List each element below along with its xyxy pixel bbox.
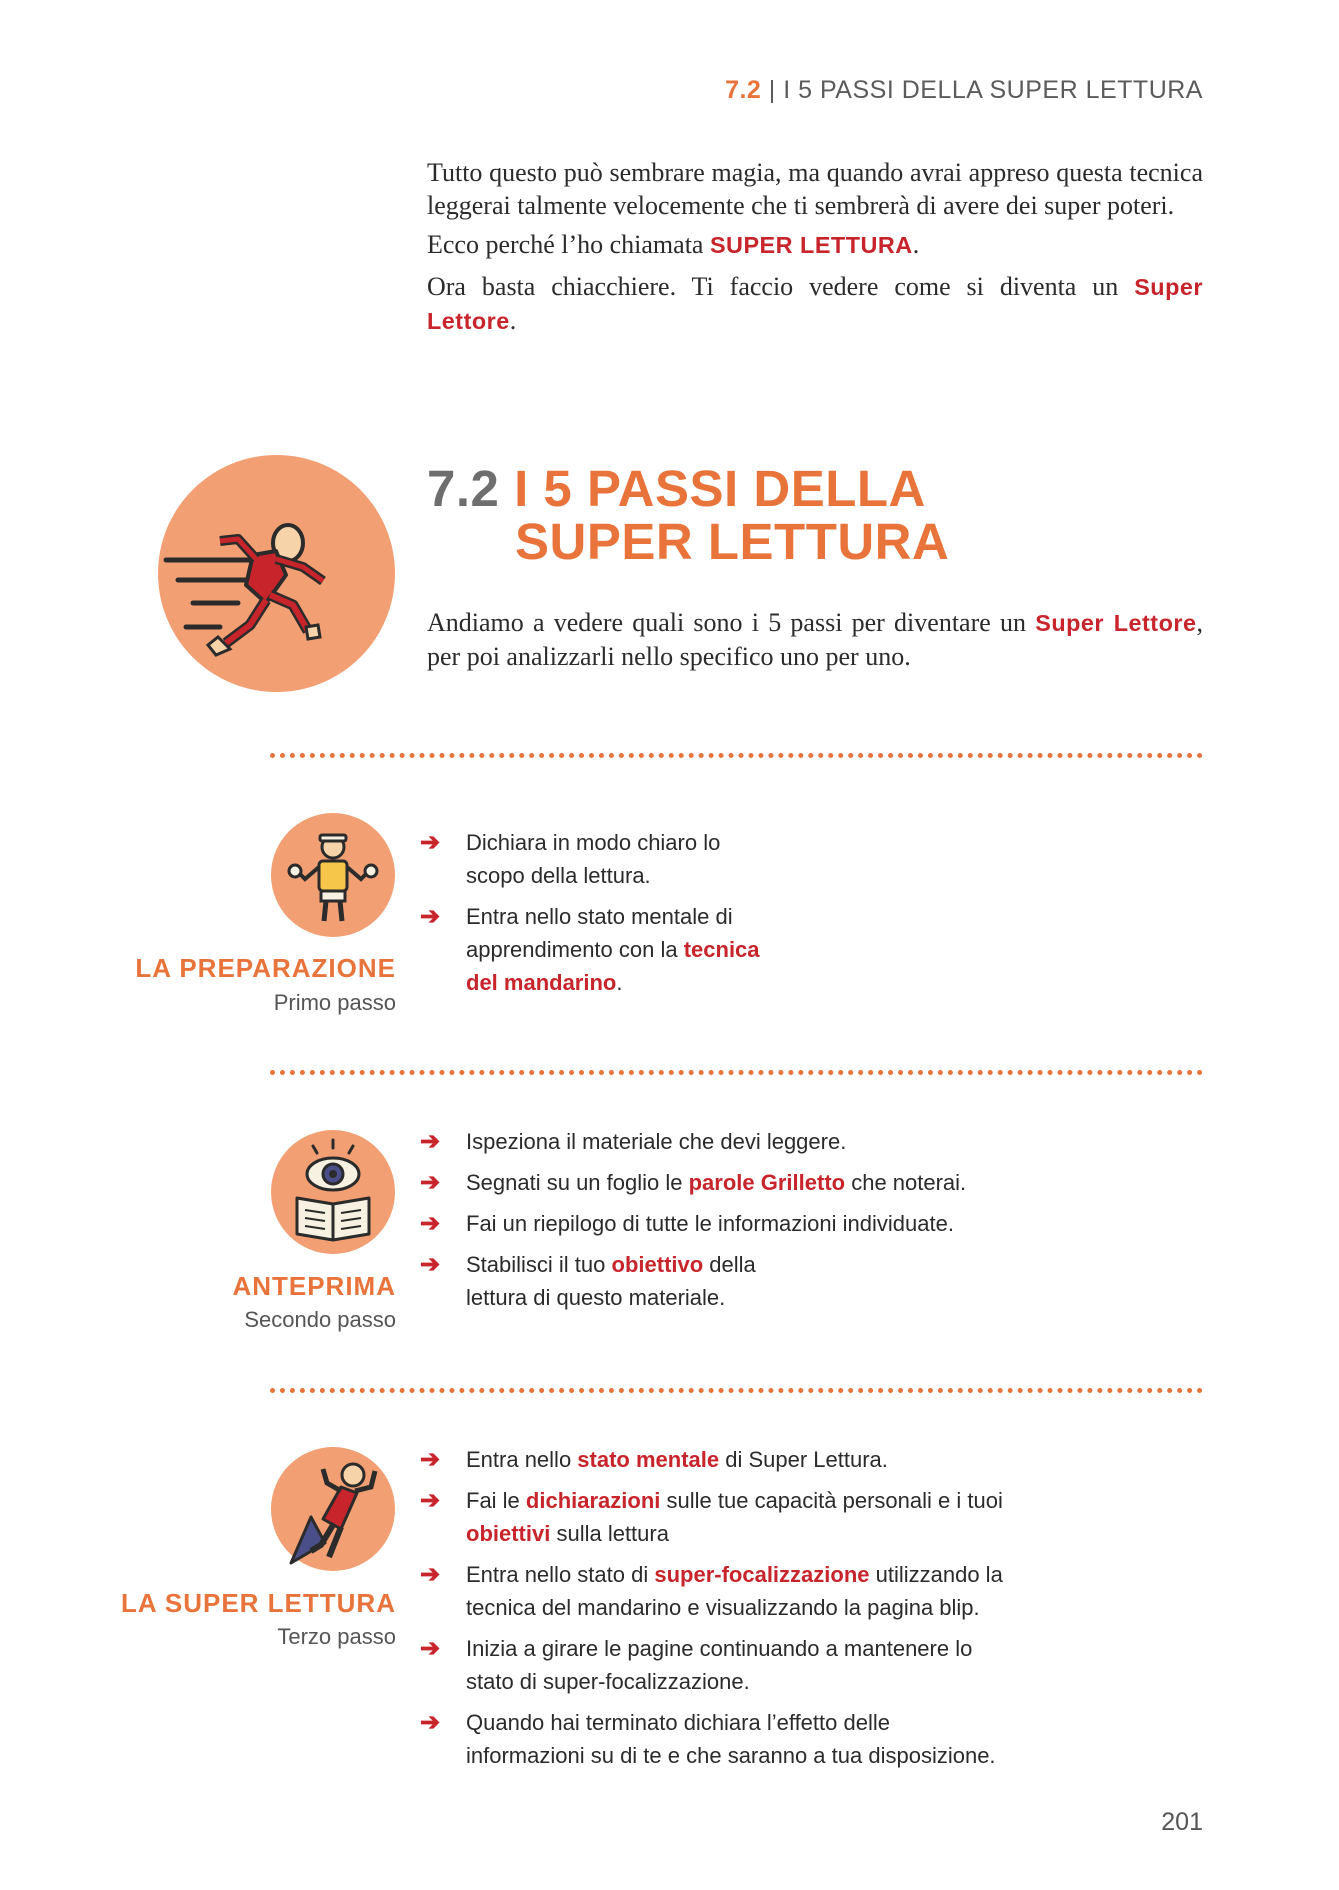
intro-p3-text: Ora basta chiacchiere. Ti faccio vedere come si diventa un <box>427 272 1135 301</box>
lead-text: Andiamo a vedere quali sono i 5 passi per diventare un <box>427 608 1036 637</box>
step-3-bullets <box>420 1443 1006 1780</box>
list-item <box>420 1248 796 1314</box>
superhero-icon <box>271 1447 395 1571</box>
list-item <box>420 1125 1086 1158</box>
arrow-right-icon: ➔ <box>420 1169 441 1196</box>
dotted-divider <box>270 1070 1203 1075</box>
bullet-text: Ispeziona il materiale che devi leggere. <box>466 1129 847 1154</box>
runner-icon <box>158 455 395 692</box>
list-item <box>420 1166 1086 1199</box>
lead-text-end: , per poi analizzarli nello specifico uno per uno. <box>427 608 1203 671</box>
step-1-bullets <box>420 826 766 1007</box>
bullet-highlight: tecnica del mandarino <box>466 937 760 995</box>
section-title-line-2: SUPER LETTURA <box>515 513 950 570</box>
running-header <box>725 76 1203 105</box>
bullet-text-end: sulla lettura <box>550 1521 669 1546</box>
arrow-right-icon: ➔ <box>420 1561 441 1588</box>
intro-p3-end: . <box>509 306 517 335</box>
section-title-line-1: I 5 PASSI DELLA <box>514 460 926 517</box>
lead-highlight: Super Lettore <box>1035 610 1197 636</box>
header-separator: | <box>768 76 784 104</box>
arrow-right-icon: ➔ <box>420 1487 441 1514</box>
intro-paragraph-3 <box>427 270 1203 338</box>
intro-p2-text: Ecco perché l’ho chiamata <box>427 230 710 259</box>
step-2-subtitle: Secondo passo <box>244 1307 396 1332</box>
bullet-text: Entra nello stato di <box>466 1562 655 1587</box>
dotted-divider <box>270 1388 1203 1393</box>
bullet-text: Fai le <box>466 1488 526 1513</box>
list-item <box>420 1484 1006 1550</box>
header-title: I 5 PASSI DELLA SUPER LETTURA <box>783 76 1203 104</box>
bullet-highlight: stato mentale <box>577 1447 720 1472</box>
intro-paragraph-1: Tutto questo può sembrare magia, ma quando avrai appreso questa tecnica leggerai talmente velocemente che ti sembrerà di avere dei super poteri. <box>427 158 1203 220</box>
bullet-highlight: obiettivo <box>611 1252 704 1277</box>
list-item <box>420 1443 1006 1476</box>
bullet-text: Inizia a girare le pagine continuando a mantenere lo stato di super-focalizzazione. <box>466 1636 973 1694</box>
step-3-subtitle: Terzo passo <box>277 1624 396 1649</box>
step-1-name: LA PREPARAZIONE <box>135 953 396 983</box>
section-lead <box>427 606 1203 674</box>
bullet-highlight: super-focalizzazione <box>654 1562 870 1587</box>
arrow-right-icon: ➔ <box>420 1709 441 1736</box>
list-item <box>420 1706 1006 1772</box>
bullet-text-end: utilizzando la tecnica del mandarino e visualizzando la pagina blip. <box>466 1562 1003 1620</box>
list-item <box>420 826 766 892</box>
arrow-right-icon: ➔ <box>420 1128 441 1155</box>
bullet-text-end: della lettura di questo materiale. <box>466 1252 756 1310</box>
bullet-text: Fai un riepilogo di tutte le informazioni individuate. <box>466 1211 954 1236</box>
step-1-subtitle: Primo passo <box>273 990 396 1015</box>
bullet-text-end: che noterai. <box>845 1170 967 1195</box>
bullet-text: Entra nello stato mentale di apprendimento con la <box>466 904 733 962</box>
bullet-text: Segnati su un foglio le <box>466 1170 689 1195</box>
bullet-text: Entra nello <box>466 1447 578 1472</box>
bullet-text: Quando hai terminato dichiara l’effetto delle informazioni su di te e che saranno a tua disposizione. <box>466 1710 996 1768</box>
arrow-right-icon: ➔ <box>420 1635 441 1662</box>
bullet-text-end: . <box>616 970 623 995</box>
step-2-bullets <box>420 1125 1086 1322</box>
eye-book-icon <box>271 1130 395 1254</box>
list-item <box>420 1207 1086 1240</box>
arrow-right-icon: ➔ <box>420 1251 441 1278</box>
super-lettore-highlight: Super Lettore <box>427 274 1203 334</box>
list-item <box>420 1558 1006 1624</box>
bullet-highlight-2: obiettivi <box>466 1521 551 1546</box>
section-number: 7.2 <box>427 460 500 517</box>
arrow-right-icon: ➔ <box>420 829 441 856</box>
bullet-highlight: dichiarazioni <box>525 1488 661 1513</box>
bullet-text-end: di Super Lettura. <box>719 1447 888 1472</box>
dotted-divider <box>270 753 1203 758</box>
step-2-name: ANTEPRIMA <box>232 1271 396 1301</box>
intro-paragraph-2 <box>427 228 1203 262</box>
athlete-icon <box>271 813 395 937</box>
intro-text <box>427 156 1203 346</box>
intro-p2-end: . <box>912 230 920 259</box>
section-title <box>427 462 949 568</box>
bullet-text: Dichiara in modo chiaro lo scopo della lettura. <box>466 830 721 888</box>
super-lettura-highlight: SUPER LETTURA <box>709 232 913 258</box>
arrow-right-icon: ➔ <box>420 1210 441 1237</box>
bullet-highlight: parole Grilletto <box>688 1170 846 1195</box>
list-item <box>420 1632 1006 1698</box>
bullet-text: Stabilisci il tuo <box>466 1252 612 1277</box>
list-item <box>420 900 766 999</box>
step-3-name: LA SUPER LETTURA <box>120 1588 396 1618</box>
page-number: 201 <box>1161 1808 1203 1836</box>
arrow-right-icon: ➔ <box>420 1446 441 1473</box>
header-section-number: 7.2 <box>725 76 762 104</box>
bullet-text-mid: sulle tue capacità personali e i tuoi <box>660 1488 1003 1513</box>
arrow-right-icon: ➔ <box>420 903 441 930</box>
